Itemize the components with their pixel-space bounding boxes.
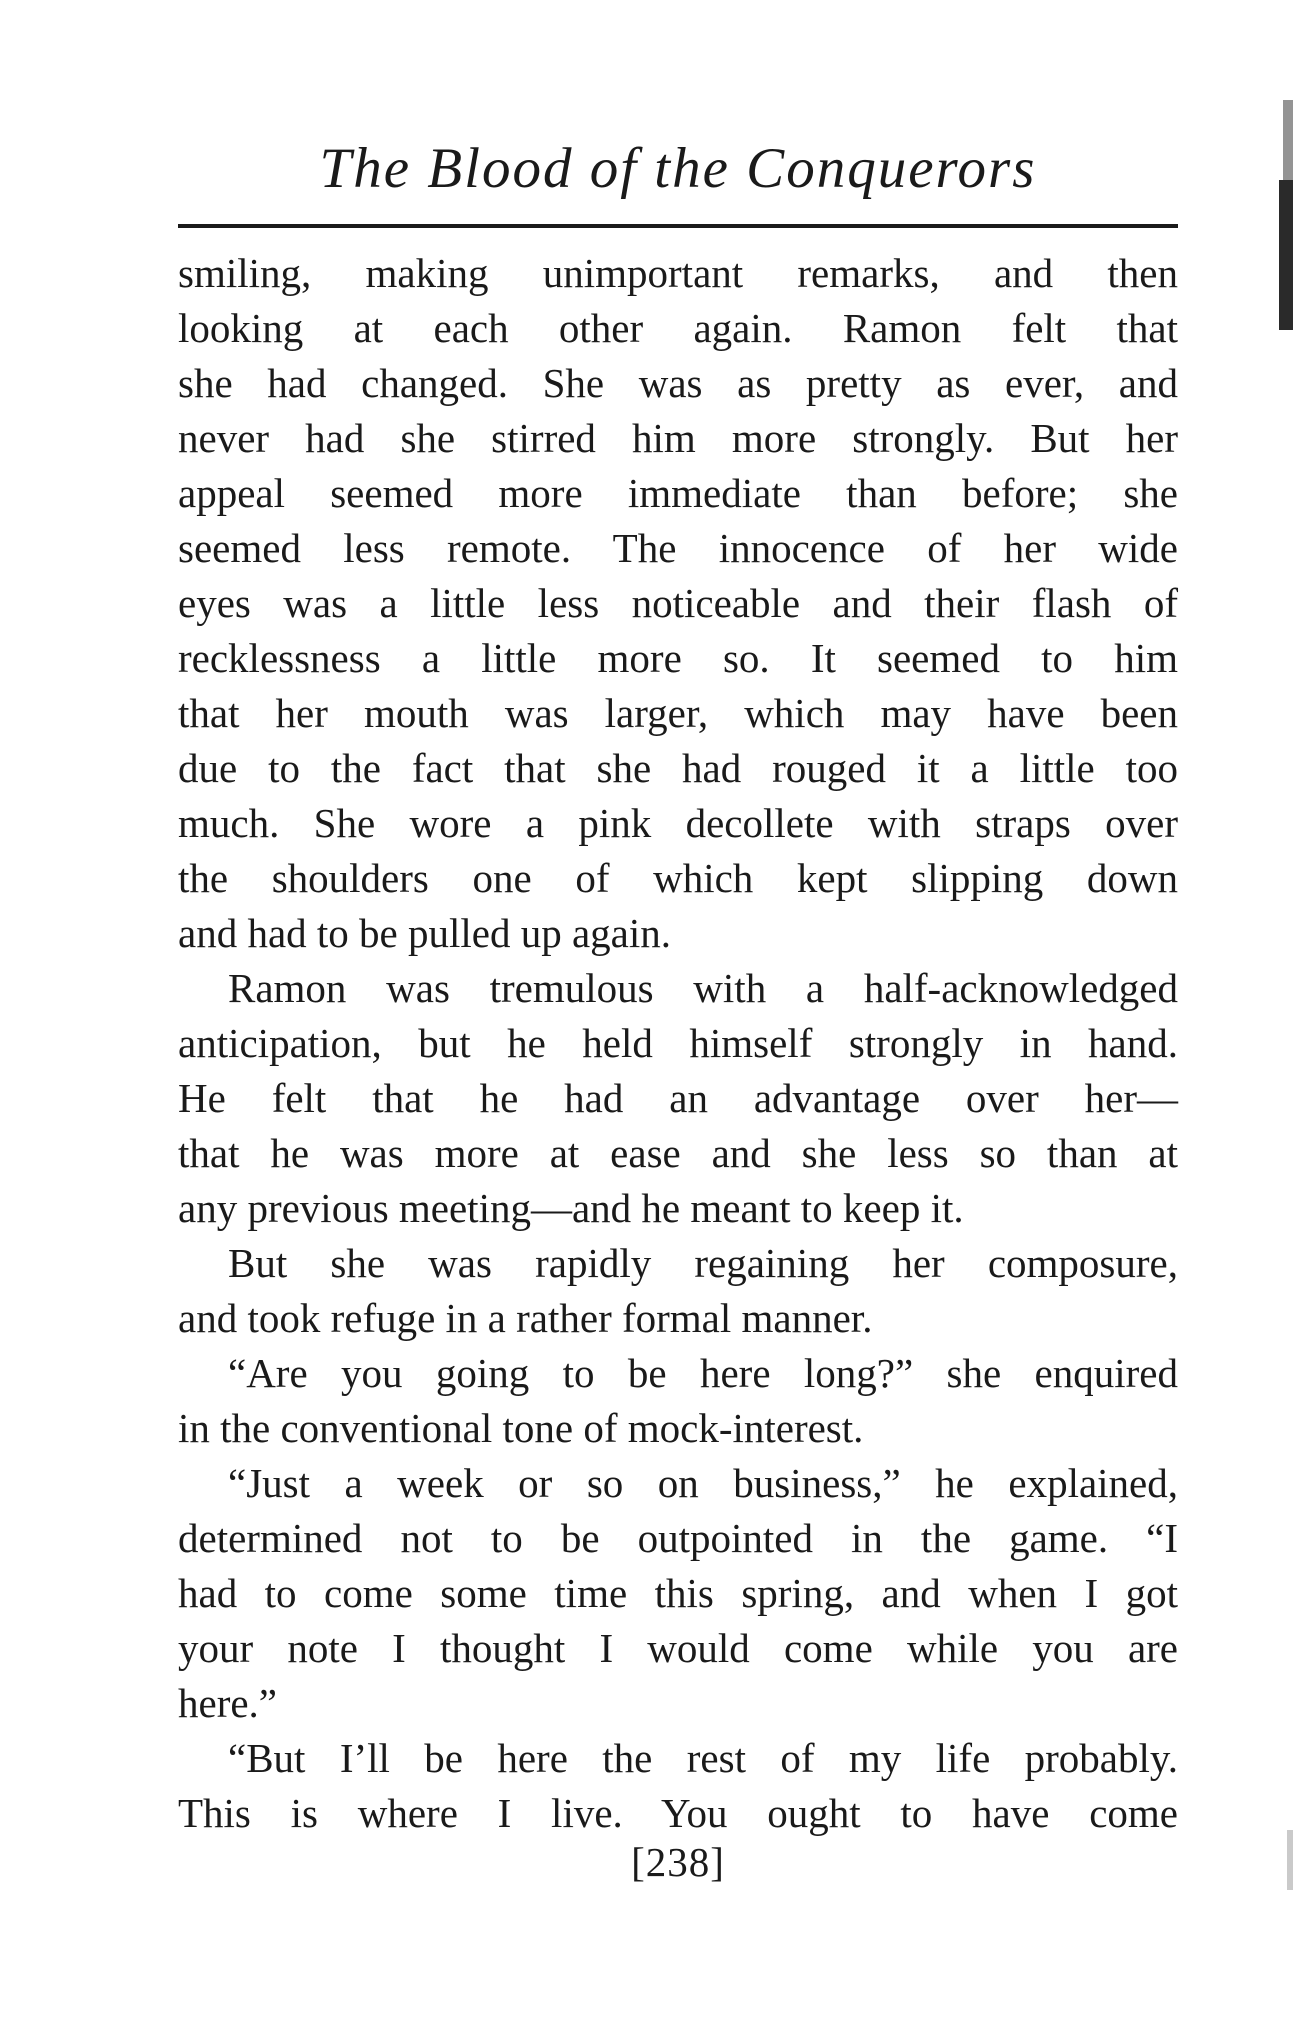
text-line: and had to be pulled up again. [178,910,672,956]
text-line: she had changed. She was as pretty as ever, and [178,360,1178,406]
page-number: [238] [631,1839,725,1885]
text-line: that he was more at ease and she less so than at [178,1130,1178,1176]
text-line: any previous meeting—and he meant to keep it. [178,1185,964,1231]
text-line: and took refuge in a rather formal manner. [178,1295,873,1341]
scan-edge-mark [1283,100,1293,180]
text-line: looking at each other again. Ramon felt that [178,305,1178,351]
scan-edge-mark [1287,1830,1293,1890]
text-line: determined not to be outpointed in the game. “I [178,1515,1178,1561]
text-line: But she was rapidly regaining her composure, [228,1240,1178,1286]
text-line: here.” [178,1680,277,1726]
text-line: the shoulders one of which kept slipping down [178,855,1178,901]
text-line: much. She wore a pink decollete with straps over [178,800,1178,846]
header-rule [178,224,1178,228]
text-line: seemed less remote. The innocence of her wide [178,525,1178,571]
text-line: your note I thought I would come while you are [178,1625,1178,1671]
text-line: anticipation, but he held himself strongly in hand. [178,1020,1178,1066]
text-line: had to come some time this spring, and when I got [178,1570,1178,1616]
running-title: The Blood of the Conquerors [319,137,1037,200]
text-line: in the conventional tone of mock-interest. [178,1405,864,1451]
text-line: due to the fact that she had rouged it a little too [178,745,1178,791]
scan-edge-mark [1279,180,1293,330]
text-line: Ramon was tremulous with a half-acknowledged [228,965,1178,1011]
text-line: He felt that he had an advantage over her— [178,1075,1178,1121]
text-line: “Are you going to be here long?” she enquired [228,1350,1178,1396]
text-line: smiling, making unimportant remarks, and then [178,250,1178,296]
text-line: “Just a week or so on business,” he explained, [228,1460,1178,1506]
text-line: This is where I live. You ought to have come [178,1790,1178,1836]
text-line: appeal seemed more immediate than before; she [178,470,1178,516]
text-line: that her mouth was larger, which may have been [178,690,1178,736]
text-line: “But I’ll be here the rest of my life probably. [228,1735,1178,1781]
text-line: never had she stirred him more strongly. But her [178,415,1178,461]
body-text [178,246,1178,1841]
text-line: recklessness a little more so. It seemed to him [178,635,1178,681]
text-line: eyes was a little less noticeable and their flash of [178,580,1178,626]
